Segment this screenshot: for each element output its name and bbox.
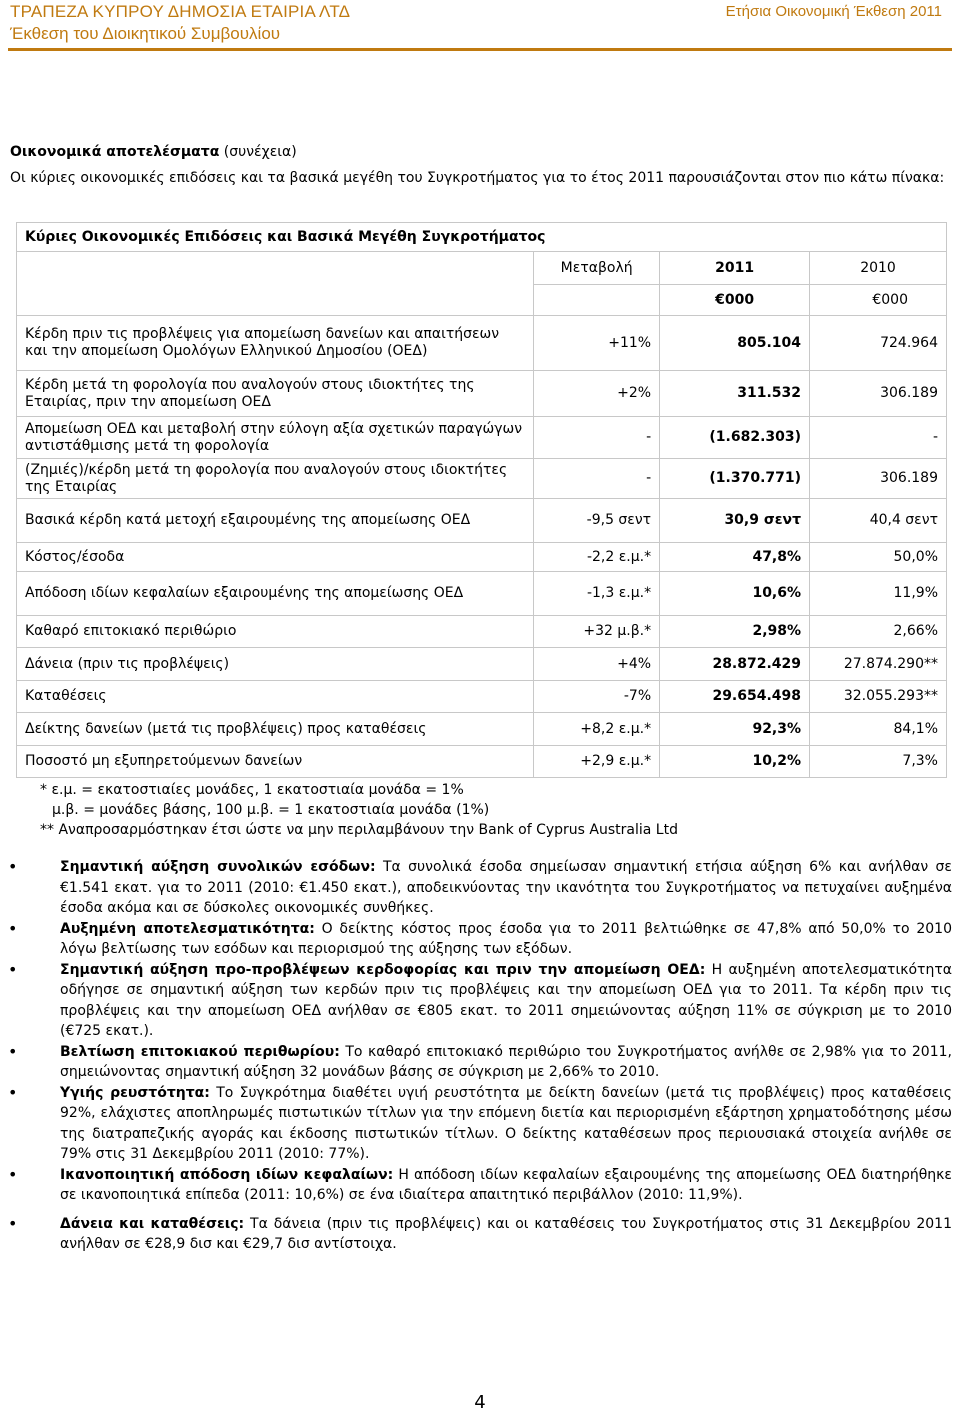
highlight-text: Τα συνολικά έσοδα σημείωσαν σημαντική ετήσια αύξηση 6% και ανήλθαν σε €1.541 εκατ. για το 2011 (2010: €1.450 εκατ.), αποδεικνύοντας την ικανότητα του Συγκροτήματος να πετυχαίνει αυξημένα έσοδα ακόμα και σε δύσκολες οικονομικές συνθήκες.: [60, 859, 953, 916]
table-row: [17, 746, 947, 778]
row-change: +11%: [534, 316, 660, 371]
row-value-2010: -: [810, 417, 947, 459]
highlight-heading: Σημαντική αύξηση συνολικών εσόδων:: [60, 859, 376, 875]
table-row: [17, 648, 947, 681]
section-title: [10, 144, 297, 160]
row-label: Δείκτης δανείων (μετά τις προβλέψεις) προς καταθέσεις: [17, 713, 534, 746]
row-value-2010: 2,66%: [810, 616, 947, 648]
row-value-2011: 92,3%: [660, 713, 810, 746]
row-change: +2,9 ε.μ.*: [534, 746, 660, 778]
row-value-2011: 311.532: [660, 371, 810, 417]
section-intro: Οι κύριες οικονομικές επιδόσεις και τα βασικά μεγέθη του Συγκροτήματος για το έτος 2011 παρουσιάζονται στον πιο κάτω πίνακα:: [10, 170, 945, 186]
row-label: (Ζημιές)/κέρδη μετά τη φορολογία που αναλογούν στους ιδιοκτήτες της Εταιρίας: [17, 459, 534, 499]
list-item: [60, 1214, 952, 1255]
row-value-2010: 306.189: [810, 371, 947, 417]
kpi-table: [16, 222, 947, 778]
row-value-2011: 805.104: [660, 316, 810, 371]
report-annual-header: Ετήσια Οικονομική Έκθεση 2011: [725, 3, 942, 20]
row-value-2010: 50,0%: [810, 543, 947, 572]
report-subtitle-header: Έκθεση του Διοικητικού Συμβουλίου: [10, 24, 281, 43]
row-value-2010: 7,3%: [810, 746, 947, 778]
section-title-bold: Οικονομικά αποτελέσματα: [10, 144, 220, 160]
list-item: [60, 857, 952, 919]
row-value-2010: 40,4 σεντ: [810, 499, 947, 543]
highlight-text: Η αυξημένη αποτελεσματικότητα οδήγησε σε σημαντική αύξηση των κερδών πριν τις προβλέψεις και την απομείωση ΟΕΔ για το 2011. Τα κέρδη πριν τις προβλέψεις και την απομείωση ΟΕΔ ανήλθαν σε €805 εκατ. το 2011 σημειώνοντας αύξηση 11% σε σύγκριση με το 2010 (€725 εκατ.).: [60, 961, 952, 1039]
highlight-text: Η απόδοση ιδίων κεφαλαίων εξαιρουμένης της απομείωσης ΟΕΔ διατηρήθηκε σε ικανοποιητικά επίπεδα (2011: 10,6%) σε ένα ιδιαίτερα απαιτητικό περιβάλλον (2010: 11,9%).: [60, 1166, 952, 1203]
highlight-text: Τα δάνεια (πριν τις προβλέψεις) και οι καταθέσεις του Συγκροτήματος στις 31 Δεκεμβρίου 2011 ανήλθαν σε €28,9 δισ και €29,7 δισ αντίστοιχα.: [60, 1215, 952, 1252]
kpi-table-blank-header: [17, 252, 534, 316]
list-item: [60, 960, 952, 1042]
col-unit-change: [534, 285, 660, 316]
row-value-2010: 32.055.293**: [810, 681, 947, 713]
table-footnotes: [40, 780, 678, 840]
row-label: Δάνεια (πριν τις προβλέψεις): [17, 648, 534, 681]
table-row: [17, 713, 947, 746]
table-row: [17, 417, 947, 459]
row-label: Καθαρό επιτοκιακό περιθώριο: [17, 616, 534, 648]
row-value-2011: 28.872.429: [660, 648, 810, 681]
list-item: [60, 1165, 952, 1206]
row-value-2010: 11,9%: [810, 572, 947, 616]
footnote-percentage-points: * ε.μ. = εκατοστιαίες μονάδες, 1 εκατοστιαία μονάδα = 1%: [40, 782, 464, 798]
highlights-list: [60, 857, 952, 1255]
row-label: Κέρδη μετά τη φορολογία που αναλογούν στους ιδιοκτήτες της Εταιρίας, πριν την απομείωση ΟΕΔ: [17, 371, 534, 417]
row-change: +4%: [534, 648, 660, 681]
row-value-2011: 30,9 σεντ: [660, 499, 810, 543]
row-value-2010: 27.874.290**: [810, 648, 947, 681]
highlight-text: Ο δείκτης κόστος προς έσοδα για το 2011 βελτιώθηκε σε 47,8% από 50,0% το 2010 λόγω βελτίωσης των εσόδων και περιορισμού της αύξησης των εξόδων.: [60, 920, 952, 957]
table-row: [17, 616, 947, 648]
row-change: +32 μ.β.*: [534, 616, 660, 648]
row-value-2011: 47,8%: [660, 543, 810, 572]
page-number: 4: [474, 1392, 486, 1413]
col-header-2010: 2010: [810, 252, 947, 285]
table-row: [17, 572, 947, 616]
row-change: -9,5 σεντ: [534, 499, 660, 543]
row-change: -: [534, 459, 660, 499]
row-change: -7%: [534, 681, 660, 713]
highlight-text: Το Συγκρότημα διαθέτει υγιή ρευστότητα με δείκτη δανείων (μετά τις προβλέψεις) προς καταθέσεις 92%, ελάχιστες αποπληρωμές πιστωτικών τίτλων για την επόμενη διετία και περιορισμένη εξάρτηση χρηματοδότησης μέσω της διατραπεζικής αγοράς και έκδοσης πιστωτικών τίτλων. Ο δείκτης καταθέσεων προς περιουσιακά στοιχεία ανήλθε σε 79% στις 31 Δεκεμβρίου 2011 (2010: 77%).: [60, 1084, 953, 1162]
row-label: Καταθέσεις: [17, 681, 534, 713]
row-label: Απομείωση ΟΕΔ και μεταβολή στην εύλογη αξία σχετικών παραγώγων αντιστάθμισης μετά τη φορολογία: [17, 417, 534, 459]
highlight-heading: Δάνεια και καταθέσεις:: [60, 1215, 245, 1232]
row-change: +8,2 ε.μ.*: [534, 713, 660, 746]
col-unit-2011: €000: [660, 285, 810, 316]
header-divider: [8, 48, 952, 51]
row-change: -2,2 ε.μ.*: [534, 543, 660, 572]
row-label: Κόστος/έσοδα: [17, 543, 534, 572]
list-item: [60, 919, 952, 960]
report-company-header: ΤΡΑΠΕΖΑ ΚΥΠΡΟΥ ΔΗΜΟΣΙΑ ΕΤΑΙΡΙΑ ΛΤΔ: [10, 2, 351, 21]
highlight-heading: Σημαντική αύξηση προ-προβλέψεων κερδοφορίας και πριν την απομείωση ΟΕΔ:: [60, 961, 706, 978]
col-unit-2010: €000: [810, 285, 947, 316]
table-row: [17, 459, 947, 499]
row-value-2011: 10,2%: [660, 746, 810, 778]
highlight-heading: Βελτίωση επιτοκιακού περιθωρίου:: [60, 1043, 340, 1060]
row-change: -1,3 ε.μ.*: [534, 572, 660, 616]
row-value-2011: (1.682.303): [660, 417, 810, 459]
highlight-heading: Υγιής ρευστότητα:: [60, 1084, 210, 1101]
row-change: -: [534, 417, 660, 459]
list-item: [60, 1042, 952, 1083]
row-label: Βασικά κέρδη κατά μετοχή εξαιρουμένης της απομείωσης ΟΕΔ: [17, 499, 534, 543]
footnote-restated: ** Αναπροσαρμόστηκαν έτσι ώστε να μην περιλαμβάνουν την Bank of Cyprus Australia Ltd: [40, 822, 678, 838]
row-label: Κέρδη πριν τις προβλέψεις για απομείωση δανείων και απαιτήσεων και την απομείωση Ομολόγων Ελληνικού Δημοσίου (ΟΕΔ): [17, 316, 534, 371]
highlight-heading: Αυξημένη αποτελεσματικότητα:: [60, 920, 315, 937]
highlight-heading: Ικανοποιητική απόδοση ιδίων κεφαλαίων:: [60, 1166, 394, 1183]
table-row: [17, 681, 947, 713]
row-label: Απόδοση ιδίων κεφαλαίων εξαιρουμένης της απομείωσης ΟΕΔ: [17, 572, 534, 616]
table-row: [17, 371, 947, 417]
row-value-2010: 84,1%: [810, 713, 947, 746]
col-header-change: Μεταβολή: [534, 252, 660, 285]
footnote-basis-points: μ.β. = μονάδες βάσης, 100 μ.β. = 1 εκατοστιαία μονάδα (1%): [52, 802, 490, 818]
list-item: [60, 1083, 952, 1165]
table-row: [17, 316, 947, 371]
section-title-rest: (συνέχεια): [219, 144, 297, 160]
row-value-2011: (1.370.771): [660, 459, 810, 499]
row-label: Ποσοστό μη εξυπηρετούμενων δανείων: [17, 746, 534, 778]
row-value-2011: 10,6%: [660, 572, 810, 616]
table-row: [17, 543, 947, 572]
col-header-2011: 2011: [660, 252, 810, 285]
row-change: +2%: [534, 371, 660, 417]
row-value-2010: 724.964: [810, 316, 947, 371]
highlight-text: Το καθαρό επιτοκιακό περιθώριο του Συγκροτήματος ανήλθε σε 2,98% για το 2011, σημειώνοντας σημαντική αύξηση 32 μονάδων βάσης σε σύγκριση με 2,66% το 2010.: [60, 1043, 952, 1080]
kpi-table-caption: Κύριες Οικονομικές Επιδόσεις και Βασικά Μεγέθη Συγκροτήματος: [17, 223, 947, 252]
table-row: [17, 499, 947, 543]
row-value-2011: 29.654.498: [660, 681, 810, 713]
row-value-2010: 306.189: [810, 459, 947, 499]
row-value-2011: 2,98%: [660, 616, 810, 648]
